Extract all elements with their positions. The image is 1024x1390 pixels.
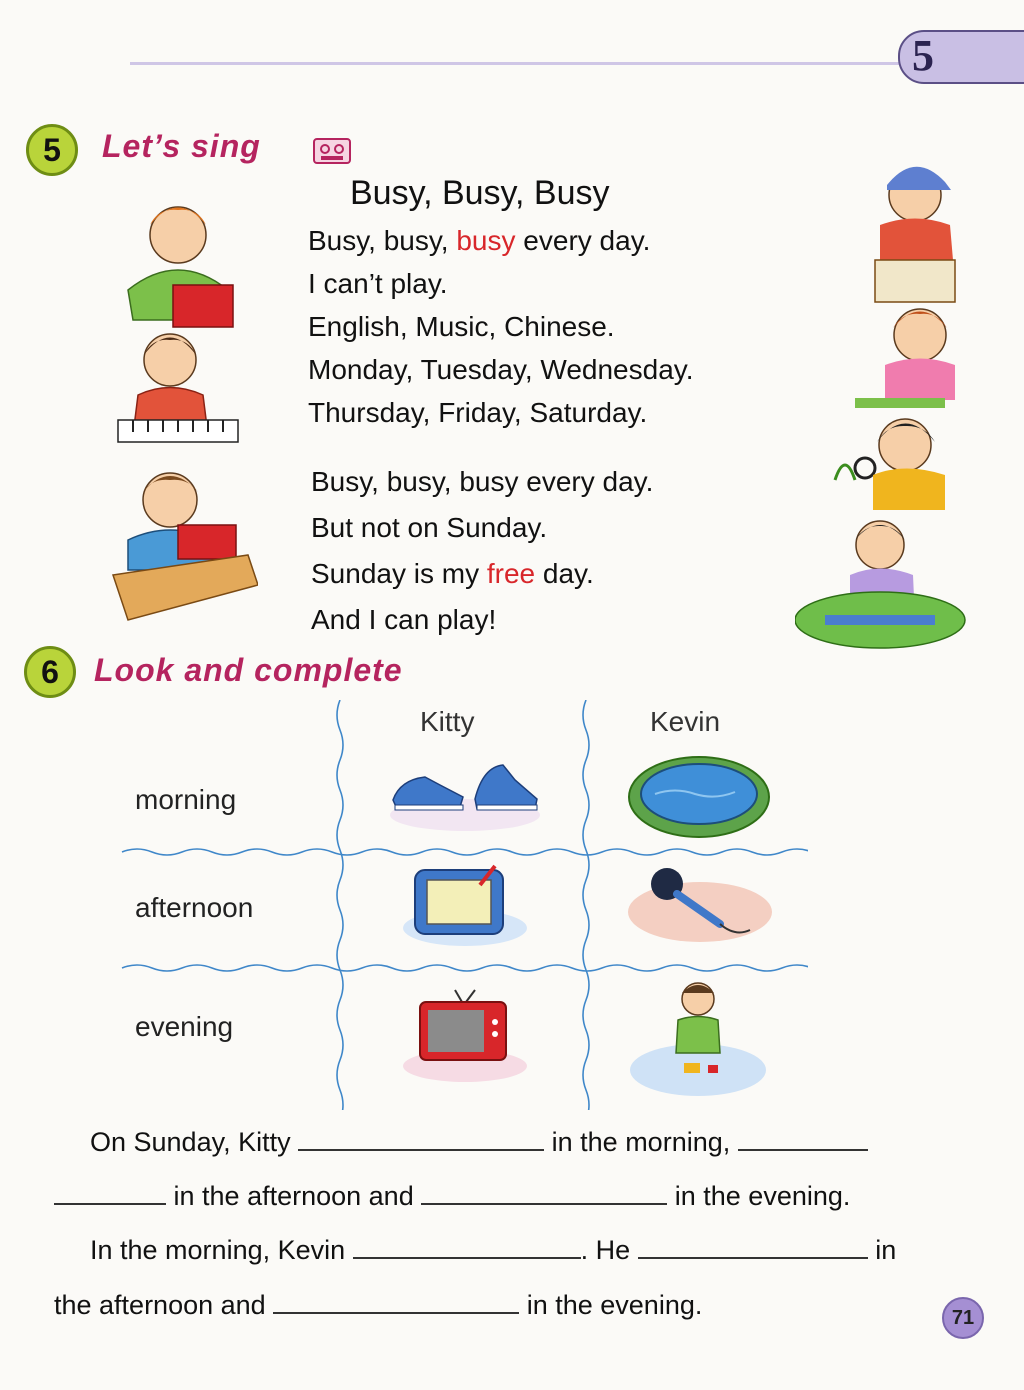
header-rule bbox=[130, 62, 910, 65]
song-line-6: Busy, busy, busy every day. bbox=[311, 466, 654, 497]
blank-kevin-afternoon[interactable] bbox=[638, 1235, 868, 1259]
column-header-kitty: Kitty bbox=[420, 706, 475, 737]
exercise-sentence-4 bbox=[54, 1290, 702, 1321]
blank-kitty-evening[interactable] bbox=[421, 1181, 667, 1205]
children-left-illustration bbox=[108, 180, 258, 630]
drawing-board-picture bbox=[400, 860, 530, 950]
microphone-picture bbox=[625, 862, 775, 947]
s3-text-a: In the morning, Kevin bbox=[90, 1235, 346, 1265]
s3-text-b: . He bbox=[580, 1235, 631, 1265]
song-line-8-end: day. bbox=[535, 558, 594, 589]
s4-text-a: the afternoon and bbox=[54, 1290, 266, 1320]
exercise-sentence-3 bbox=[90, 1235, 896, 1266]
song-line-7: But not on Sunday. bbox=[311, 512, 548, 543]
sneakers-picture bbox=[385, 755, 545, 835]
row-label-evening: evening bbox=[135, 1011, 234, 1042]
song-line-1 bbox=[308, 224, 650, 258]
s1-text-b: in the morning, bbox=[551, 1127, 731, 1157]
unit-badge bbox=[898, 30, 1024, 84]
section-6-title: Look and complete bbox=[94, 652, 403, 688]
song-line-5: Thursday, Friday, Saturday. bbox=[308, 397, 648, 428]
song-line-9: And I can play! bbox=[311, 604, 497, 635]
swimming-pool-picture bbox=[625, 752, 773, 842]
song-line-2: I can’t play. bbox=[308, 268, 448, 299]
song-line-4: Monday, Tuesday, Wednesday. bbox=[308, 354, 694, 385]
children-right-illustration bbox=[795, 150, 975, 660]
s4-text-b: in the evening. bbox=[526, 1290, 703, 1320]
song-line-8 bbox=[311, 557, 594, 591]
section-5-number: 5 bbox=[26, 124, 78, 176]
blank-kevin-morning[interactable] bbox=[353, 1235, 581, 1259]
song-line-8-start: Sunday is my bbox=[311, 558, 487, 589]
s2-text-b: in the evening. bbox=[674, 1181, 851, 1211]
row-label-morning: morning bbox=[135, 784, 237, 815]
s2-text-a: in the afternoon and bbox=[173, 1181, 414, 1211]
song-line-1-start: Busy, busy, bbox=[308, 225, 457, 256]
song-highlight-free: free bbox=[486, 558, 536, 589]
exercise-sentence-1 bbox=[90, 1127, 868, 1158]
section-6-number: 6 bbox=[24, 646, 76, 698]
song-line-3: English, Music, Chinese. bbox=[308, 311, 615, 342]
section-5-title: Let’s sing bbox=[102, 128, 261, 164]
s3-text-c: in bbox=[875, 1235, 897, 1265]
song-title: Busy, Busy, Busy bbox=[350, 174, 610, 212]
exercise-sentence-2 bbox=[54, 1181, 850, 1212]
blank-kevin-evening[interactable] bbox=[273, 1290, 519, 1314]
blank-kitty-afternoon-1[interactable] bbox=[738, 1127, 868, 1151]
boy-with-toys-picture bbox=[628, 975, 768, 1100]
row-label-afternoon: afternoon bbox=[135, 892, 254, 923]
cassette-icon bbox=[313, 138, 351, 164]
blank-kitty-afternoon-2[interactable] bbox=[54, 1181, 166, 1205]
blank-kitty-morning[interactable] bbox=[298, 1127, 544, 1151]
song-highlight-busy: busy bbox=[456, 225, 516, 256]
unit-number: 5 bbox=[912, 31, 934, 80]
column-header-kevin: Kevin bbox=[650, 706, 721, 737]
television-picture bbox=[400, 988, 530, 1083]
song-line-1-end: every day. bbox=[515, 225, 651, 256]
page-number: 71 bbox=[942, 1297, 984, 1339]
s1-text-a: On Sunday, Kitty bbox=[90, 1127, 291, 1157]
